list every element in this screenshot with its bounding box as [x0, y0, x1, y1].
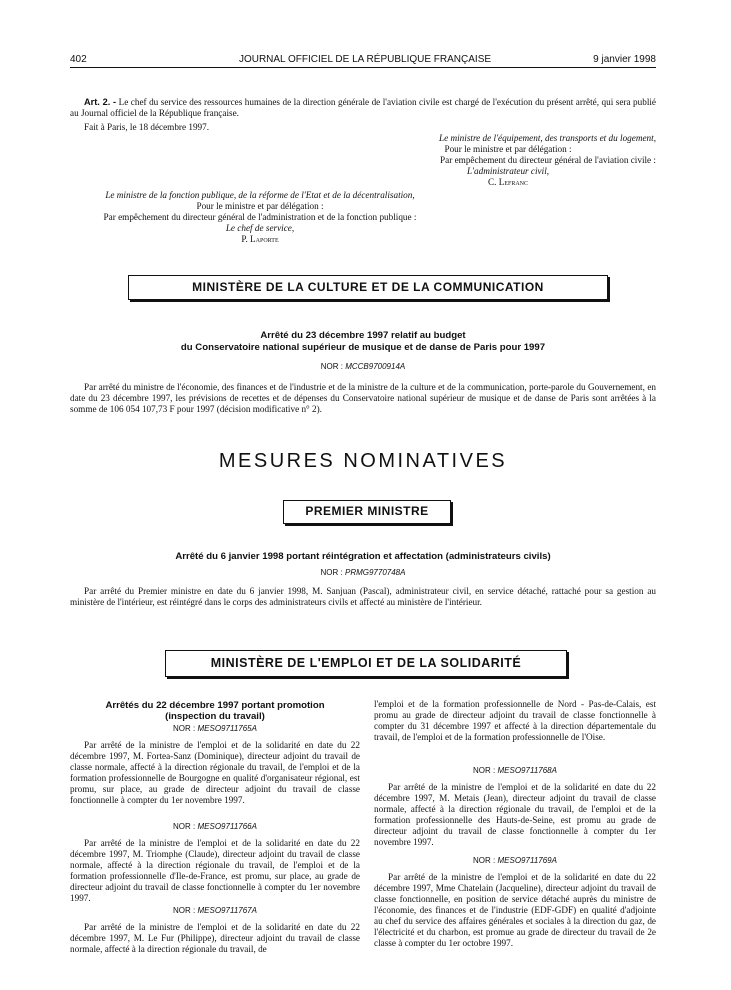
culture-title-2: du Conservatoire national supérieur de musique et de danse de Paris pour 1997	[180, 342, 546, 353]
nor-value: MESO9711768A	[497, 766, 557, 775]
emploi-para-1: Par arrêté de la ministre de l'emploi et de la solidarité en date du 22 décembre 1997, M. Fortea-Sanz (Dominique), directeur adjoint du travail de classe normale, affecté à la direction régionale du travail, de l'emploi et de la formation professionnelle de Bourgogne en qualité d'organisateur régional, est promu, sur place, au grade de directeur adjoint du travail de classe fonctionnelle à compter du 1er novembre 1997.	[70, 740, 360, 805]
emploi-para-3-cont: l'emploi et de la formation professionnelle de Nord - Pas-de-Calais, est promu au grade de directeur adjoint du travail de classe fonctionnelle à compter du 31 décembre 1997 et affecté à la direction départementale du travail, de l'emploi et de la formation professionnelle de l'Oise.	[374, 699, 656, 742]
done-at: Fait à Paris, le 18 décembre 1997.	[84, 122, 210, 132]
journal-title: JOURNAL OFFICIEL DE LA RÉPUBLIQUE FRANÇAISE	[238, 54, 492, 65]
sig-right-line2: Pour le ministre et par délégation :	[444, 144, 572, 154]
emploi-nor-1	[70, 724, 360, 733]
sig-right-name: C. Lefranc	[487, 177, 528, 187]
culture-nor	[70, 362, 656, 371]
header-date: 9 janvier 1998	[593, 54, 656, 65]
sig-right-line3: Par empêchement du directeur général de l'aviation civile :	[440, 155, 656, 165]
page-number: 402	[70, 54, 87, 65]
emploi-para-3: Par arrêté de la ministre de l'emploi et de la solidarité en date du 22 décembre 1997, M. Le Fur (Philippe), directeur adjoint du travail de classe normale, affecté à la direction régionale du travail, de	[70, 922, 360, 954]
emploi-para-5: Par arrêté de la ministre de l'emploi et de la solidarité en date du 22 décembre 1997, Mme Chatelain (Jacqueline), directeur adjoint du travail de classe fonctionnelle, en position de service détaché auprès du ministre de l'économie, des finances et de l'industrie (EDF-GDF) en qualité d'adjointe au chef du service des affaires générales et sociales à la direction du gaz, de l'électricité et du charbon, est promue au grade de directeur du travail de 2e classe à compter du 1er octobre 1997.	[374, 872, 656, 948]
sig-left-name: P. Laporte	[241, 234, 279, 244]
premier-title: Arrêté du 6 janvier 1998 portant réintégration et affectation (administrateurs civils)	[175, 551, 551, 562]
emploi-nor-2	[70, 822, 360, 831]
ministry-culture-box: MINISTÈRE DE LA CULTURE ET DE LA COMMUNICATION	[128, 275, 608, 300]
premier-body: Par arrêté du Premier ministre en date du 6 janvier 1998, M. Sanjuan (Pascal), administrateur civil, en service détaché, rattaché pour sa gestion au ministère de l'intérieur, est réintégré dans le corps des administrateurs civils et affecté au ministère de l'intérieur.	[70, 586, 656, 607]
nor-label: NOR :	[320, 362, 343, 371]
emploi-nor-3	[70, 906, 360, 915]
emploi-para-4: Par arrêté de la ministre de l'emploi et de la solidarité en date du 22 décembre 1997, M. Metais (Jean), directeur adjoint du travail de classe normale, affecté à la direction régionale du travail, de l'emploi et de la formation professionnelle des Hauts-de-Seine, est promu au grade de directeur adjoint du travail de classe fonctionnelle à compter du 1er novembre 1997.	[374, 782, 656, 847]
article-text: Le chef du service des ressources humaines de la direction générale de l'aviation civile est chargé de l'exécution du présent arrêté, qui sera publié au Journal officiel de la République française.	[70, 97, 657, 118]
nor-label: NOR :	[473, 766, 496, 775]
nor-label: NOR :	[173, 906, 196, 915]
ministry-premier-box: PREMIER MINISTRE	[283, 500, 451, 524]
nor-label: NOR :	[473, 856, 496, 865]
nor-value: MESO9711765A	[197, 724, 257, 733]
sig-left-line2: Pour le ministre et par délégation :	[196, 201, 324, 211]
emploi-nor-4	[374, 766, 656, 775]
sig-left-line4: Le chef de service,	[225, 223, 295, 233]
emploi-title-2: (inspection du travail)	[165, 711, 265, 722]
culture-body: Par arrêté du ministre de l'économie, des finances et de l'industrie et de la ministre de la culture et de la communication, porte-parole du Gouvernement, en date du 23 décembre 1997, les prévisions de recettes et de dépenses du Conservatoire national supérieur de musique et de danse de Paris sont arrêtées à la somme de 106 054 107,73 F pour 1997 (décision modificative n° 2).	[70, 382, 656, 414]
sig-right-line1: Le ministre de l'équipement, des transports et du logement,	[439, 133, 656, 143]
sig-left-line3: Par empêchement du directeur général de l'administration et de la fonction publique :	[103, 212, 417, 222]
nor-value: PRMG9770748A	[344, 568, 406, 577]
nor-value: MESO9711766A	[197, 822, 257, 831]
emploi-title-1: Arrêtés du 22 décembre 1997 portant promotion	[105, 700, 325, 711]
culture-title-1: Arrêté du 23 décembre 1997 relatif au budget	[260, 330, 466, 341]
mesures-nominatives-heading: MESURES NOMINATIVES	[218, 450, 508, 472]
nor-value: MESO9711767A	[197, 906, 257, 915]
sig-left-line1: Le ministre de la fonction publique, de la réforme de l'Etat et de la décentralisation,	[105, 190, 415, 200]
nor-label: NOR :	[173, 822, 196, 831]
article-2	[70, 97, 656, 119]
emploi-para-2: Par arrêté de la ministre de l'emploi et de la solidarité en date du 22 décembre 1997, M. Triomphe (Claude), directeur adjoint du travail de classe normale, affecté à la direction régionale du travail, de l'emploi et de la formation professionnelle d'Ile-de-France, est promu, sur place, au grade de directeur adjoint du travail de classe fonctionnelle à compter du 1er novembre 1997.	[70, 838, 360, 903]
nor-value: MESO9711769A	[497, 856, 557, 865]
header-rule	[70, 67, 656, 68]
ministry-emploi-box: MINISTÈRE DE L'EMPLOI ET DE LA SOLIDARITÉ	[165, 650, 567, 677]
premier-nor	[70, 568, 656, 577]
nor-value: MCCB9700914A	[345, 362, 406, 371]
nor-label: NOR :	[320, 568, 343, 577]
nor-label: NOR :	[173, 724, 196, 733]
article-label: Art. 2. -	[84, 97, 117, 107]
emploi-nor-5	[374, 856, 656, 865]
sig-right-line4: L'administrateur civil,	[466, 166, 550, 176]
